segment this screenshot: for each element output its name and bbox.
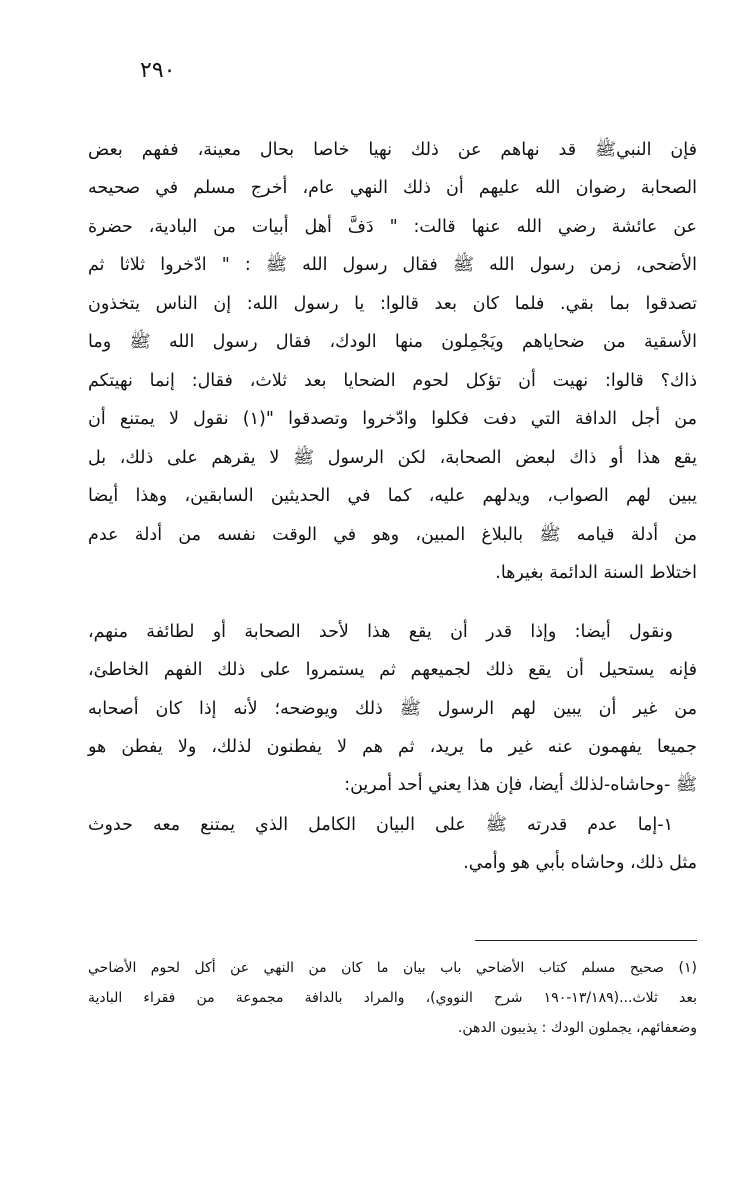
text-line: ونقول أيضا: وإذا قدر أن يقع هذا لأحد الصحابة أو لطائفة منهم، [88,622,673,642]
text-line: ١-إما عدم قدرته ﷺ على البيان الكامل الذي يمتنع معه حدوث [88,815,673,835]
text-line: الأضحى، زمن رسول الله ﷺ فقال رسول الله ﷺ : " ادّخروا ثلاثا ثم [88,255,697,275]
text-line: من غير أن يبين لهم الرسول ﷺ ذلك ويوضحه؛ لأنه إذا كان أصحابه [88,699,697,719]
text-line: من أجل الدافة التي دفت فكلوا وادّخروا وتصدقوا "(١) نقول لا يمتنع أن [88,409,697,429]
text-line: تصدقوا بما بقي. فلما كان بعد قالوا: يا رسول الله: إن الناس يتخذون [88,294,697,314]
text-line: مثل ذلك، وحاشاه بأبي هو وأمي. [463,853,697,873]
text-line: يقع هذا أو ذاك لبعض الصحابة، لكن الرسول ﷺ لا يقرهم على ذلك، بل [88,448,697,468]
page-number: ٢٩٠ [140,58,176,83]
text-line: فإنه يستحيل أن يقع ذلك لجميعهم ثم يستمروا على ذلك الفهم الخاطئ، [88,660,697,680]
footnote-line: (١) صحيح مسلم كتاب الأضاحي باب بيان ما كان من النهي عن أكل لحوم الأضاحي [88,960,697,976]
text-line: ﷺ -وحاشاه-لذلك أيضا، فإن هذا يعني أحد أمرين: [344,775,697,795]
text-line: الصحابة رضوان الله عليهم أن ذلك النهي عام، أخرج مسلم في صحيحه [88,178,697,198]
text-line: فإن النبيﷺ قد نهاهم عن ذلك نهيا خاصا بحال معينة، ففهم بعض [88,140,697,160]
text-line: يبين لهم الصواب، ويدلهم عليه، كما في الحديثين السابقين، وهذا أيضا [88,486,697,506]
text-line: ذاك؟ قالوا: نهيت أن تؤكل لحوم الضحايا بعد ثلاث، فقال: إنما نهيتكم [88,371,697,391]
text-line: الأسقية من ضحاياهم ويَجْمِلون منها الودك، فقال رسول الله ﷺ وما [88,332,697,352]
footnote-line: بعد ثلاث...(١٣/١٨٩-١٩٠ شرح النووي)، والمراد بالدافة مجموعة من فقراء البادية [88,990,697,1006]
text-line: من أدلة قيامه ﷺ بالبلاغ المبين، وهو في الوقت نفسه من أدلة عدم [88,525,697,545]
text-line: عن عائشة رضي الله عنها قالت: " دَفَّ أهل أبيات من البادية، حضرة [88,217,697,237]
footnote-line: وضعفائهم، يجملون الودك : يذيبون الدهن. [457,1020,697,1036]
text-line: جميعا يفهمون عنه غير ما يريد، ثم هم لا يفطنون لذلك، ولا يفطن هو [88,737,697,757]
footnote-divider [475,940,697,941]
text-line: اختلاط السنة الدائمة بغيرها. [495,563,697,583]
